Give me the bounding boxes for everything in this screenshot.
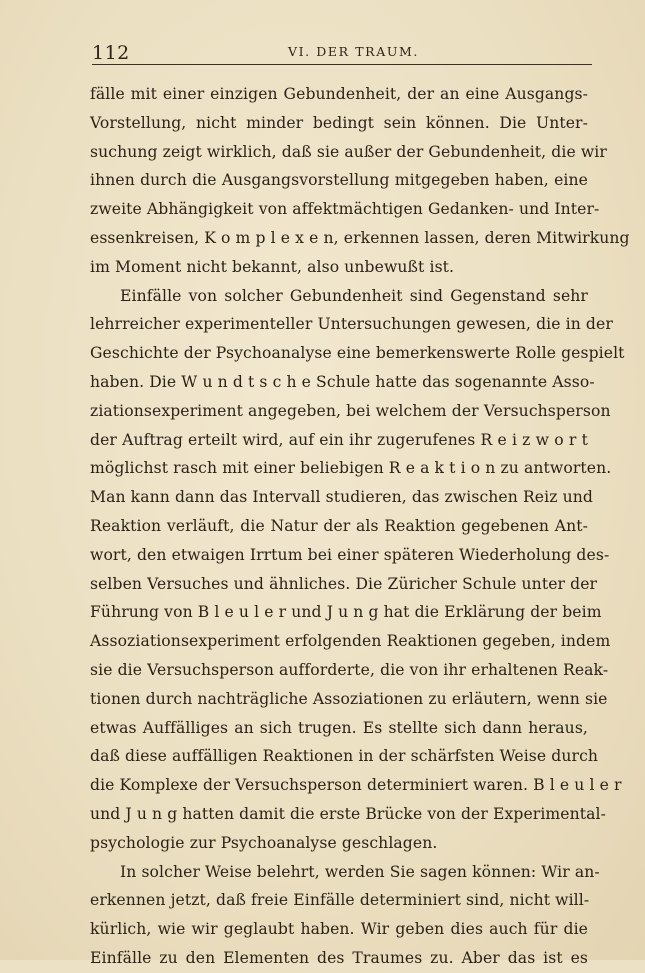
text-line: die Komplexe der Versuchsperson determiniert waren. B l e u l e r <box>90 776 622 795</box>
text-line: lehrreicher experimenteller Untersuchungen gewesen, die in der <box>90 315 613 334</box>
text-line: und J u n g hatten damit die erste Brücke von der Experimental- <box>90 804 606 823</box>
text-line: selben Versuches und ähnliches. Die Züricher Schule unter der <box>90 574 598 593</box>
text-line: ziationsexperiment angegeben, bei welchem der Versuchsperson <box>90 401 611 420</box>
text-line: psychologie zur Psychoanalyse geschlagen. <box>90 833 438 852</box>
running-head: VI. DER TRAUM. <box>288 44 419 59</box>
text-line: Einfälle von solcher Gebundenheit sind Gegenstand sehr <box>120 286 588 305</box>
text-line: Vorstellung, nicht minder bedingt sein können. Die Unter- <box>90 113 588 132</box>
text-line: sie die Versuchsperson aufforderte, die von ihr erhaltenen Reak- <box>90 660 609 679</box>
text-line: daß diese auffälligen Reaktionen in der schärfsten Weise durch <box>90 747 599 766</box>
text-line: zweite Abhängigkeit von affektmächtigen Gedanken- und Inter- <box>90 200 600 219</box>
text-line: tionen durch nachträgliche Assoziationen zu erläutern, wenn sie <box>90 689 608 708</box>
text-line: In solcher Weise belehrt, werden Sie sagen können: Wir an- <box>120 862 600 881</box>
body-text <box>90 80 630 973</box>
text-line: erkennen jetzt, daß freie Einfälle determiniert sind, nicht will- <box>90 891 590 910</box>
page-number: 112 <box>92 42 130 64</box>
text-line: wort, den etwaigen Irrtum bei einer späteren Wiederholung des- <box>90 545 610 564</box>
text-line: kürlich, wie wir geglaubt haben. Wir geben dies auch für die <box>90 920 588 939</box>
text-line: etwas Auffälliges an sich trugen. Es stellte sich dann heraus, <box>90 718 588 737</box>
text-line: Geschichte der Psychoanalyse eine bemerkenswerte Rolle gespielt <box>90 344 625 363</box>
text-line: suchung zeigt wirklich, daß sie außer der Gebundenheit, die wir <box>90 142 607 161</box>
text-line: Assoziationsexperiment erfolgenden Reaktionen gegeben, indem <box>90 632 611 651</box>
text-line: fälle mit einer einzigen Gebundenheit, der an eine Ausgangs- <box>90 85 588 103</box>
text-line: essenkreisen, K o m p l e x e n, erkennen lassen, deren Mitwirkung <box>90 228 630 247</box>
text-line: Man kann dann das Intervall studieren, das zwischen Reiz und <box>90 488 593 507</box>
page-header <box>92 40 592 66</box>
text-line: haben. Die W u n d t s c h e Schule hatte das sogenannte Asso- <box>90 372 595 391</box>
text-line: im Moment nicht bekannt, also unbewußt ist. <box>90 257 455 276</box>
header-rule <box>92 64 592 65</box>
text-line: Führung von B l e u l e r und J u n g hat die Erklärung der beim <box>90 603 602 622</box>
text-line: ihnen durch die Ausgangsvorstellung mitgegeben haben, eine <box>90 171 588 190</box>
text-line: Einfälle zu den Elementen des Traumes zu. Aber das ist es <box>90 948 588 967</box>
text-line: möglichst rasch mit einer beliebigen R e a k t i o n zu antworten. <box>90 459 612 478</box>
text-line: der Auftrag erteilt wird, auf ein ihr zugerufenes R e i z w o r t <box>90 430 588 449</box>
text-line: Reaktion verläuft, die Natur der als Reaktion gegebenen Ant- <box>90 516 588 535</box>
